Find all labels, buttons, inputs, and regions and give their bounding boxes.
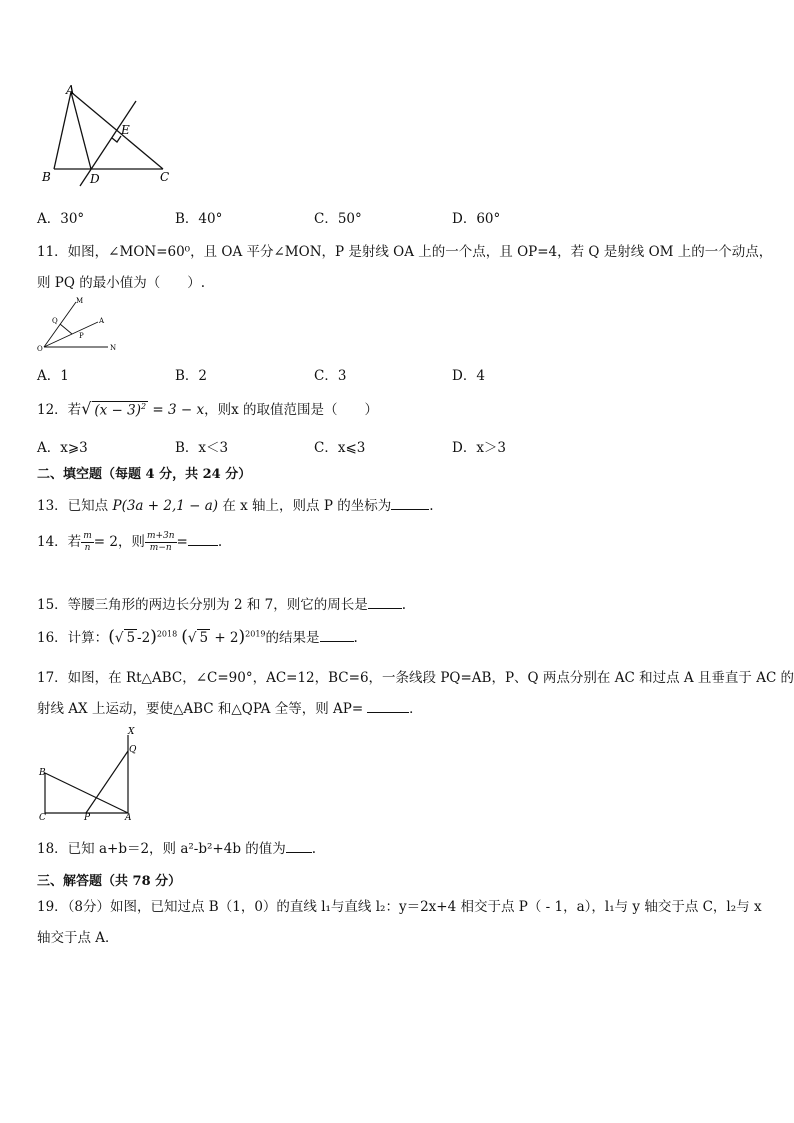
label-B: B: [42, 170, 51, 184]
q10-option-b: B．40°: [175, 211, 223, 227]
q12-option-c: C．x⩽3: [314, 440, 366, 456]
label-C: C: [39, 813, 46, 821]
q11-option-c: C．3: [314, 368, 347, 384]
angle-figure-q11: [36, 294, 126, 354]
q12-radicand: $(x - 3)^2$: [94, 401, 147, 418]
triangle-figure-q10: [36, 84, 176, 188]
q14-fraction-2: $\frac{m+3n}{m-n}$: [146, 531, 175, 553]
q11-option-d: D．4: [452, 368, 485, 384]
q19-text-line2: 轴交于点 A．: [37, 930, 119, 946]
label-O: O: [37, 345, 43, 353]
label-N: N: [110, 344, 117, 352]
q11-text-line1: 11．如图，∠MON=60⁰，且 OA 平分∠MON，P 是射线 OA 上的一个点，且 OP=4，若 Q 是射线 OM 上的一个动点，: [37, 244, 773, 260]
label-E: E: [121, 123, 130, 137]
q12-option-a: A．x⩾3: [37, 440, 88, 456]
q18-text: 18．已知 a+b＝2，则 a²-b²+4b 的值为 .: [37, 841, 317, 857]
label-A: A: [99, 317, 105, 325]
q10-option-a: A．30°: [37, 211, 85, 227]
q17-text-line1: 17．如图，在 Rt△ABC，∠C=90°，AC=12，BC=6，一条线段 PQ=AB，P、Q 两点分别在 AC 和过点 A 且垂直于 AC 的: [37, 670, 794, 686]
q16-answer-blank[interactable]: [320, 629, 354, 642]
q11-option-b: B．2: [175, 368, 208, 384]
q11-option-a: A．1: [37, 368, 69, 384]
q12-text: 12．若√ $(x - 3)^2 = 3 - x$，则x 的取值范围是（ ）: [37, 399, 379, 418]
q17-answer-blank[interactable]: [367, 700, 409, 713]
label-B: B: [39, 768, 46, 778]
label-A: A: [125, 813, 132, 821]
q17-text-line2: 射线 AX 上运动，要使△ABC 和△QPA 全等，则 AP= ．: [37, 701, 423, 717]
label-P: P: [79, 332, 84, 340]
section-2-heading: 二、填空题（每题 4 分，共 24 分）: [37, 467, 252, 482]
q11-text-line2: 则 PQ 的最小值为（ ）.: [37, 275, 206, 291]
section-3-heading: 三、解答题（共 78 分）: [37, 874, 182, 889]
label-M: M: [76, 297, 84, 305]
q18-answer-blank[interactable]: [286, 840, 312, 853]
triangle-figure-q17: [36, 725, 146, 821]
label-D: D: [90, 172, 100, 186]
q10-option-d: D．60°: [452, 211, 501, 227]
q15-answer-blank[interactable]: [368, 596, 402, 609]
q16-text: 16．计算：(√ 5 -2)$^{2018}$ (√ 5 + 2)$^{2019}$的结果是 .: [37, 627, 358, 647]
q14-answer-blank[interactable]: [188, 533, 218, 546]
label-X: X: [128, 727, 135, 737]
q14-text: 14．若 $\frac{m}{n}$ = 2，则 $\frac{m+3n}{m-n}$ = .: [37, 531, 223, 553]
q12-option-b: B．x＜3: [175, 440, 229, 456]
label-Q: Q: [52, 317, 58, 325]
q12-prefix: 12．若: [37, 402, 82, 418]
q12-option-d: D．x＞3: [452, 440, 507, 456]
q19-text-line1: 19．（8分）如图，已知过点 B（1，0）的直线 l₁与直线 l₂：y＝2x+4 相交于点 P（ - 1，a），l₁与 y 轴交于点 C，l₂与 x: [37, 899, 762, 915]
q13-text: 13．已知点 P(3a + 2,1 − a) 在 x 轴上，则点 P 的坐标为 .: [37, 498, 434, 514]
q12-suffix: ，则x 的取值范围是（ ）: [204, 402, 379, 418]
q13-point-math: P(3a + 2,1 − a): [112, 498, 219, 514]
q15-text: 15．等腰三角形的两边长分别为 2 和 7，则它的周长是 .: [37, 597, 407, 613]
label-Q: Q: [129, 745, 137, 755]
label-C: C: [160, 170, 170, 184]
q12-equation: = 3 − x: [148, 402, 205, 418]
label-A: A: [66, 84, 75, 97]
label-P: P: [84, 813, 91, 821]
q14-fraction-1: $\frac{m}{n}$: [83, 531, 92, 553]
q10-option-c: C．50°: [314, 211, 362, 227]
q13-answer-blank[interactable]: [391, 497, 429, 510]
